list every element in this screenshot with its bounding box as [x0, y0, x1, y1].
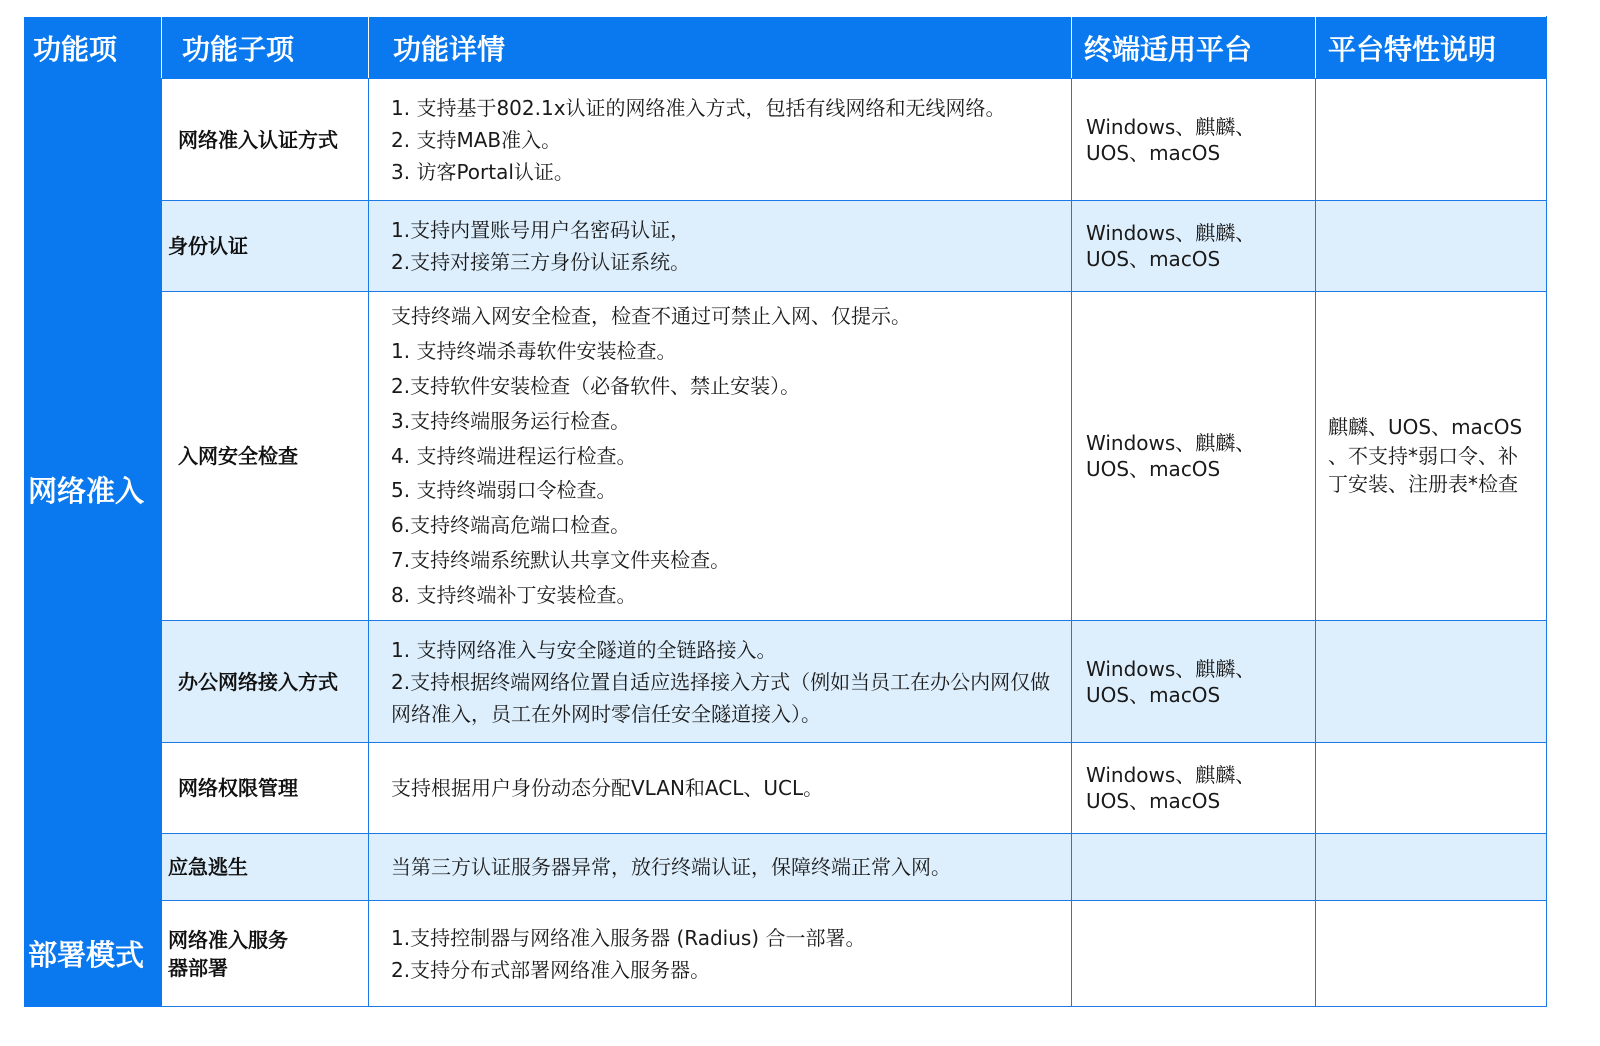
detail-line: 2.支持根据终端网络位置自适应选择接入方式（例如当员工在办公内网仅做网络准入，员工在外网时零信任安全隧道接入）。: [391, 669, 1051, 726]
detail-line: 2.支持软件安装检查（必备软件、禁止安装）。: [391, 374, 801, 398]
detail-line: 8. 支持终端补丁安装检查。: [391, 582, 637, 607]
platform-cell: Windows、麒麟、UOS、macOS: [1072, 201, 1316, 292]
table-row: [25, 834, 1547, 901]
sub-feature-cell: 网络准入认证方式: [162, 79, 369, 201]
table-header-row: [25, 17, 1547, 79]
detail-line: 1. 支持终端杀毒软件安装检查。: [391, 339, 677, 364]
table-row: [25, 292, 1547, 621]
platform-cell: Windows、麒麟、UOS、macOS: [1072, 621, 1316, 743]
platform-note-cell: [1316, 621, 1547, 743]
sub-feature-cell: 办公网络接入方式: [162, 621, 369, 743]
details-cell: [369, 743, 1072, 834]
detail-line: 1.支持控制器与网络准入服务器 (Radius) 合一部署。: [391, 925, 866, 950]
sub-feature-cell: 网络权限管理: [162, 743, 369, 834]
platform-note-cell: [1316, 834, 1547, 901]
table-row: [25, 79, 1547, 201]
detail-line: 2.支持对接第三方身份认证系统。: [391, 250, 691, 274]
sub-feature-cell: 网络准入服务器部署: [162, 901, 369, 1007]
detail-line: 3.支持终端服务运行检查。: [391, 408, 631, 433]
header-details: 功能详情: [369, 17, 1072, 79]
details-cell: [369, 901, 1072, 1007]
sub-feature-cell: 应急逃生: [162, 834, 369, 901]
platform-cell: Windows、麒麟、UOS、macOS: [1072, 292, 1316, 621]
detail-line: 当第三方认证服务器异常，放行终端认证，保障终端正常入网。: [391, 855, 951, 879]
header-sub-feature: 功能子项: [162, 17, 369, 79]
table-row: [25, 201, 1547, 292]
details-cell: [369, 834, 1072, 901]
details-cell: [369, 292, 1072, 621]
header-platform: 终端适用平台: [1072, 17, 1316, 79]
detail-line: 4. 支持终端进程运行检查。: [391, 443, 637, 468]
table-row: [25, 743, 1547, 834]
platform-note-cell: [1316, 743, 1547, 834]
detail-line: 2. 支持MAB准入。: [391, 127, 562, 152]
sub-feature-cell: 身份认证: [162, 201, 369, 292]
details-cell: [369, 621, 1072, 743]
table-row: [25, 621, 1547, 743]
platform-note-cell: [1316, 79, 1547, 201]
platform-note-cell: [1316, 201, 1547, 292]
detail-line: 6.支持终端高危端口检查。: [391, 513, 631, 538]
detail-line: 2.支持分布式部署网络准入服务器。: [391, 957, 711, 982]
group-deployment: 部署模式: [25, 901, 162, 1007]
platform-cell: Windows、麒麟、UOS、macOS: [1072, 79, 1316, 201]
detail-line: 支持终端入网安全检查，检查不通过可禁止入网、仅提示。: [391, 304, 911, 329]
platform-cell: [1072, 834, 1316, 901]
platform-note-cell: [1316, 901, 1547, 1007]
sub-feature-cell: 入网安全检查: [162, 292, 369, 621]
platform-note-cell: 麒麟、UOS、macOS 、不支持*弱口令、补丁安装、注册表*检查: [1316, 292, 1547, 621]
header-feature: 功能项: [25, 17, 162, 79]
detail-line: 1. 支持基于802.1x认证的网络准入方式，包括有线网络和无线网络。: [391, 95, 1006, 120]
detail-line: 7.支持终端系统默认共享文件夹检查。: [391, 547, 731, 572]
details-cell: [369, 79, 1072, 201]
detail-line: 5. 支持终端弱口令检查。: [391, 478, 617, 503]
header-platform-notes: 平台特性说明: [1316, 17, 1547, 79]
detail-line: 1. 支持网络准入与安全隧道的全链路接入。: [391, 637, 777, 662]
platform-cell: Windows、麒麟、UOS、macOS: [1072, 743, 1316, 834]
feature-table: [24, 16, 1547, 1007]
table-row: [25, 901, 1547, 1007]
group-network-access: 网络准入: [25, 79, 162, 901]
detail-line: 1.支持内置账号用户名密码认证，: [391, 218, 691, 242]
detail-line: 3. 访客Portal认证。: [391, 159, 574, 184]
detail-line: 支持根据用户身份动态分配VLAN和ACL、UCL。: [391, 776, 824, 800]
platform-cell: [1072, 901, 1316, 1007]
details-cell: [369, 201, 1072, 292]
